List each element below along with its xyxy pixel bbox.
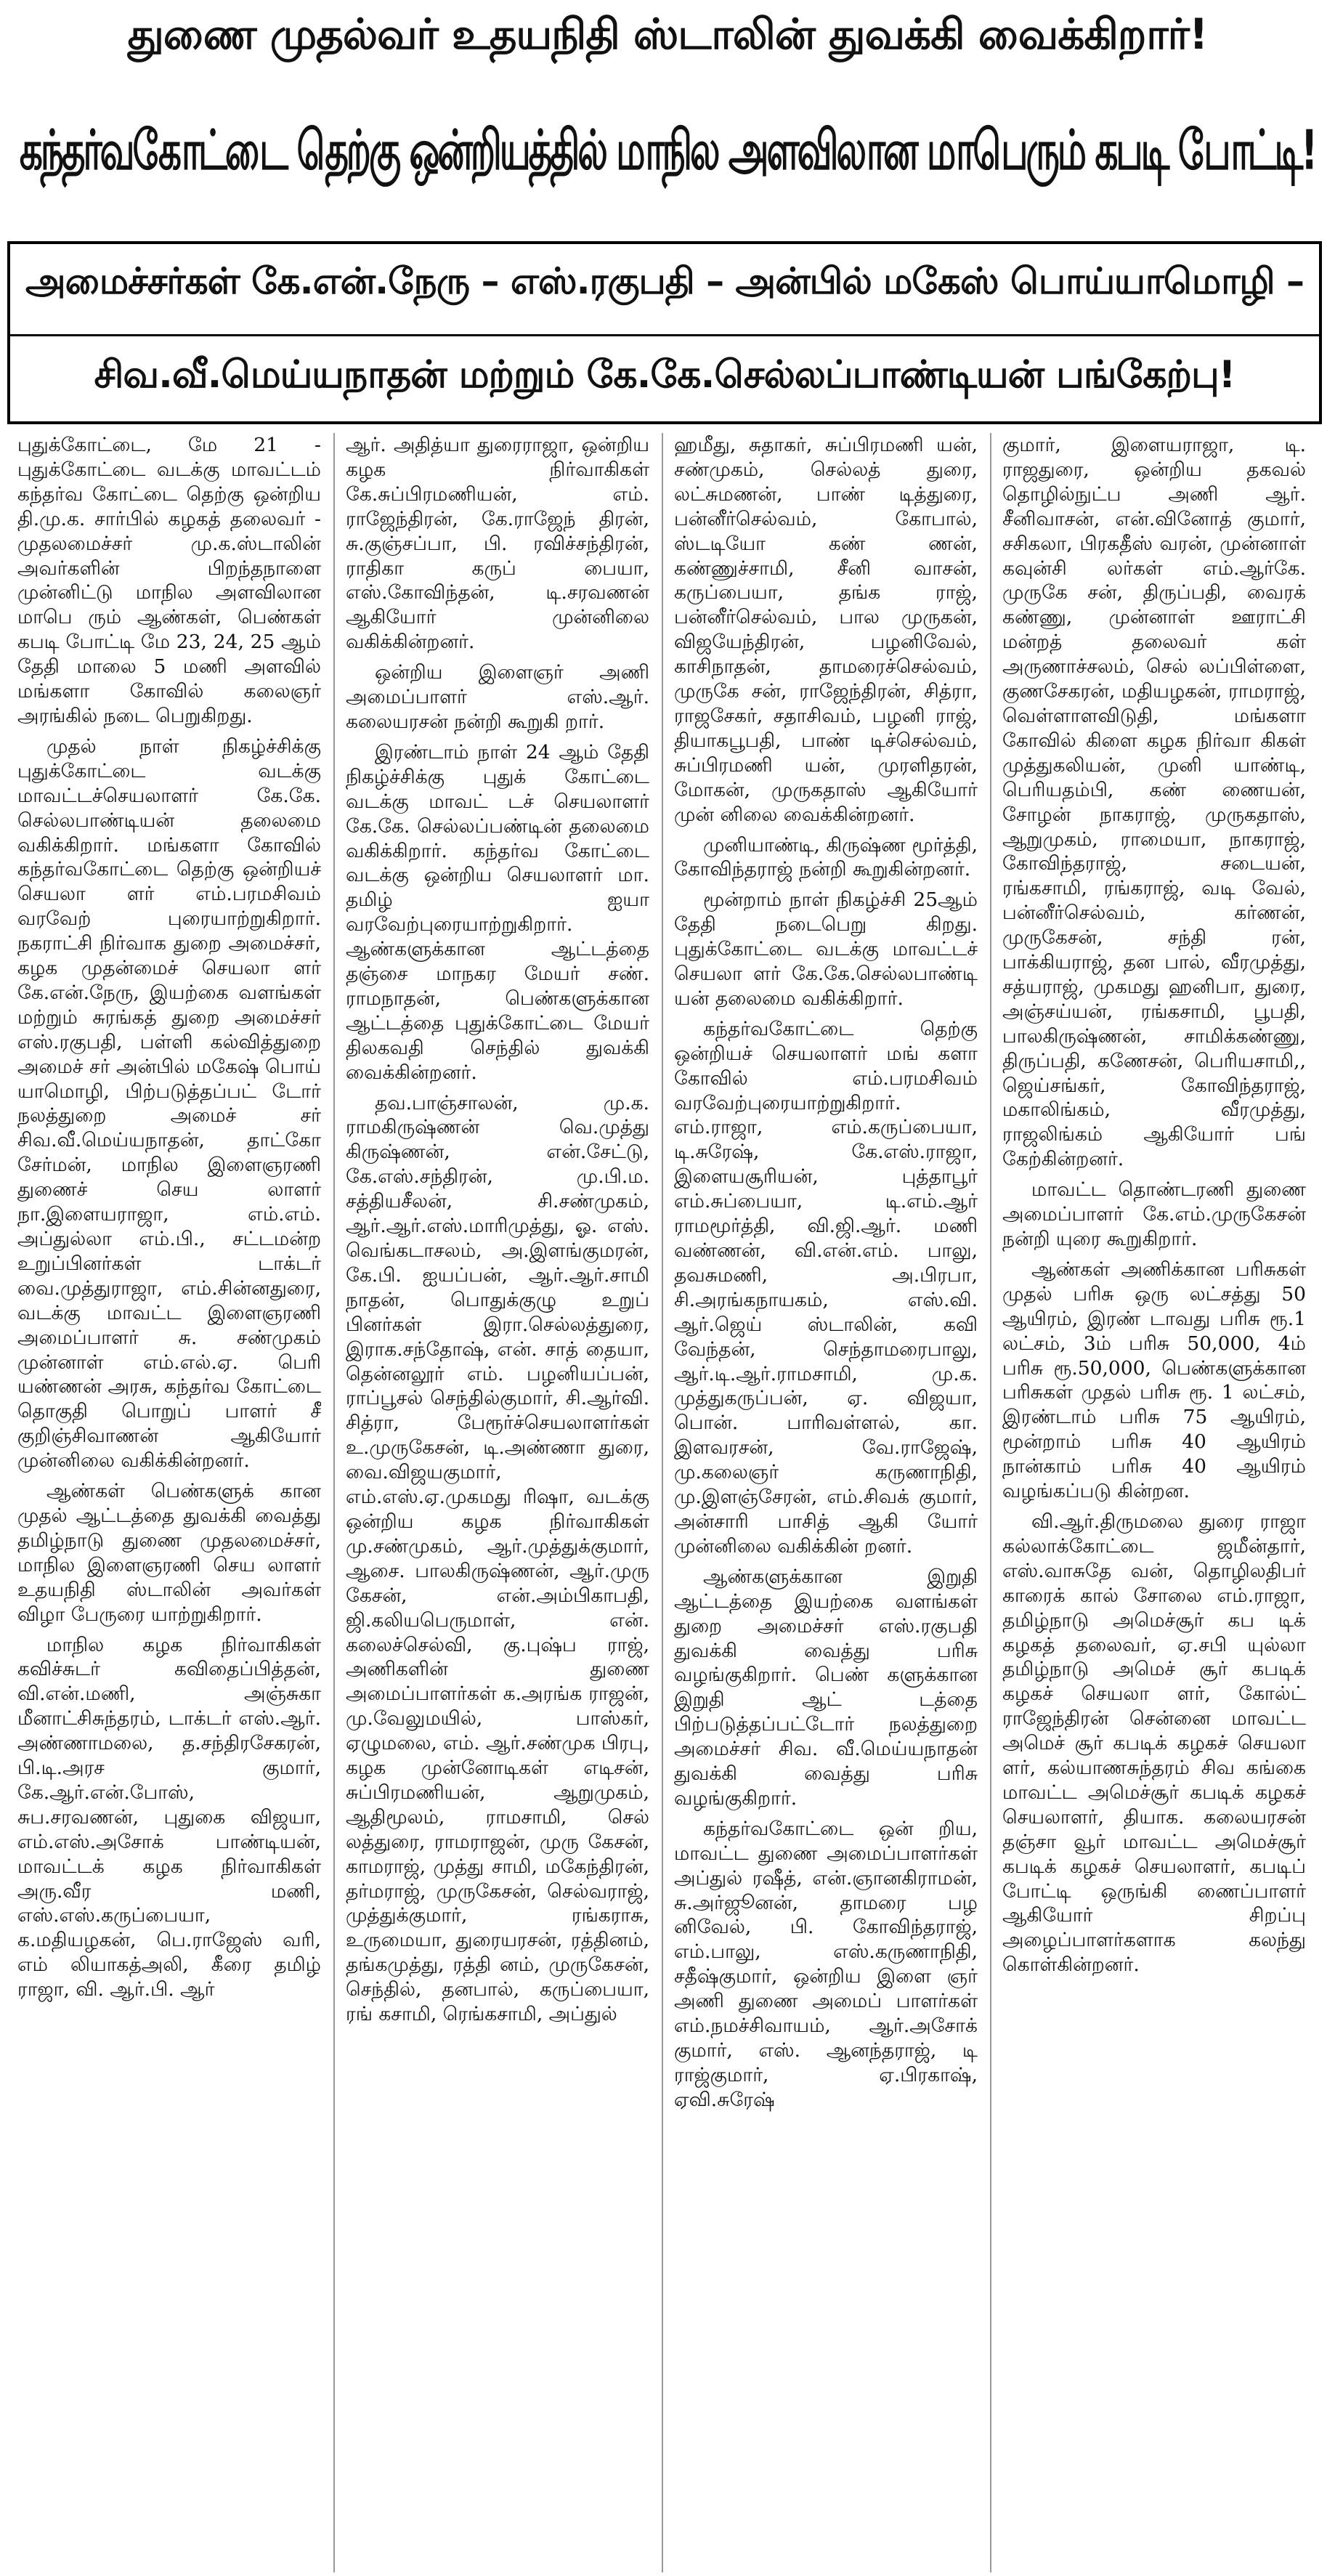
- paragraph: ஆர். அதித்யா துரைராஜா, ஒன்றிய கழக நிர்வாகிகள் கே.சுப்பிரமணியன், எம். ராஜேந்திரன், கே.ராஜேந் திரன், சு.குஞ்சப்பா, பி. ரவிச்சந்திரன், ராதிகா கருப் பையா, எஸ்.கோவிந்தன், டி.சரவணன் ஆகியோர் முன்னிலை வகிக்கின்றனர்.: [346, 434, 649, 654]
- article-column-3: [674, 433, 978, 2572]
- paragraph: மூன்றாம் நாள் நிகழ்ச்சி 25ஆம் தேதி நடைபெறு கிறது. புதுக்கோட்டை வடக்கு மாவட்டச் செயலா ளர் கே.கே.செல்லபாண்டி யன் தலைமை வகிக்கிறார்.: [674, 888, 978, 1010]
- subhead-line-2: சிவ.வீ.மெய்யநாதன் மற்றும் கே.கே.செல்லப்பாண்டியன் பங்கேற்பு!: [94, 353, 1235, 397]
- paragraph: தவ.பாஞ்சாலன், மு.க. ராமகிருஷ்ணன் வெ.முத்து கிருஷ்ணன், என்.சேட்டு, கே.எஸ்.சந்திரன், மு.பி.ம. சத்தியசீலன், சி.சண்முகம், ஆர்.ஆர்.எஸ்.மாரிமுத்து, ஓ. எஸ். வெங்கடாசலம், அ.இளங்குமரன், கே.பி. ஐயப்பன், ஆர்.ஆர்.சாமி நாதன், பொதுக்குழு உறுப் பினர்கள் இரா.செல்லத்துரை, இராக.சந்தோஷ், என். சாத் தையா, தென்னலூர் எம். பழனியப்பன், ராப்பூசல் செந்தில்குமார், சி.ஆர்வி. சித்ரா, பேரூர்ச்செயலாளர்கள் உ.முருகேசன், டி.அண்ணா துரை, வை.விஜயகுமார், எம்.எஸ்.ஏ.முகமது ரிஷா, வடக்கு ஒன்றிய கழக நிர்வாகிகள் மு.சண்முகம், ஆர்.முத்துக்குமார், ஆசை. பாலகிருஷ்ணன், ஆர்.முரு கேசன், என்.அம்பிகாபதி, ஜி.கலியபெருமாள், என். கலைச்செல்வி, கு.புஷ்ப ராஜ், அணிகளின் துணை அமைப்பாளர்கள் க.அரங்க ராஜன், மு.வேலுமயில், பாஸ்கர், ஏழுமலை, எம். ஆர்.சண்முக பிரபு, கழக முன்னோடிகள் எடிசன், சுப்பிரமணியன், ஆறுமுகம், ஆதிமூலம், ராமசாமி, செல் லத்துரை, ராமராஜன், முரு கேசன், காமராஜ், முத்து சாமி, மகேந்திரன், தர்மராஜ், முருகேசன், செல்வராஜ், முத்துக்குமார், ரங்கராசு, உருமையா, துரையரசன், ரத்தினம், தங்கமுத்து, ரத்தி னம், முருகேசன், செந்தில், தனபால், கருப்பையா, ரங் கசாமி, ரெங்கசாமி, அப்துல்: [346, 1091, 649, 2026]
- article-body: [17, 433, 1325, 2572]
- article-column-2: [346, 433, 649, 2572]
- paragraph: மாவட்ட தொண்டரணி துணை அமைப்பாளர் கே.எம்.முருகேசன் நன்றி யுரை கூறுகிறார்.: [1002, 1178, 1306, 1250]
- subhead-box: [7, 241, 1322, 424]
- paragraph: ஹமீது, சுதாகர், சுப்பிரமணி யன், சண்முகம், செல்லத் துரை, லட்சுமணன், பாண் டித்துரை, பன்னீர்செல்வம், கோபால், ஸ்டடியோ கண் ணன், கண்ணுச்சாமி, சீனி வாசன், கருப்பையா, தங்க ராஜ், பன்னீர்செல்வம், பால முருகன், விஜயேந்திரன், பழனிவேல், காசிநாதன், தாமரைச்செல்வம், முருகே சன், ராஜேந்திரன், சித்ரா, ராஜசேகர், சதாசிவம், பழனி ராஜ், தியாகபூபதி, பாண் டிச்செல்வம், சுப்பிரமணி யன், முரளிதரன், மோகன், முருகதாஸ் ஆகியோர் முன் னிலை வைக்கின்றனர்.: [674, 434, 978, 826]
- paragraph: வி.ஆர்.திருமலை துரை ராஜா கல்லாக்கோட்டை ஜமீன்தார், எஸ்.வாசுதே வன், தொழிலதிபர் காரைக் கால் சோலை எம்.ராஜா, தமிழ்நாடு அமெச்சூர் கப டிக் கழகத் தலைவர், ஏ.சபி யுல்லா தமிழ்நாடு அமெச் சூர் கபடிக் கழகச் செயலா ளர், கோல்ட் ராஜேந்திரன் சென்னை மாவட்ட அமெச் சூர் கபடிக் கழகச் செயலா ளர், கல்யாணசுந்தரம் சிவ கங்கை மாவட்ட அமெச்சூர் கபடிக் கழகச் செயலாளர், தியாக. கலையரசன் தஞ்சா வூர் மாவட்ட அமெச்சூர் கபடிக் கழகச் செயலாளர், கபடிப் போட்டி ஒருங்கி ணைப்பாளர் ஆகியோர் சிறப்பு அழைப்பாளர்களாக கலந்து கொள்கின்றனர்.: [1002, 1510, 1306, 1977]
- subhead-divider: [10, 334, 1319, 336]
- paragraph: முதல் நாள் நிகழ்ச்சிக்கு புதுக்கோட்டை வடக்கு மாவட்டச்செயலாளர் கே.கே. செல்லபாண்டியன் தலைமை வகிக்கிறார். மங்களா கோவில் கந்தர்வகோட்டை தெற்கு ஒன்றியச் செயலா ளர் எம்.பரமசிவம் வரவேற் புரையாற்றுகிறார். நகராட்சி நிர்வாக துறை அமைச்சர், கழக முதன்மைச் செயலா ளர் கே.என்.நேரு, இயற்கை வளங்கள் மற்றும் சுரங்கத் துறை அமைச்சர் எஸ்.ரகுபதி, பள்ளி கல்வித்துறை அமைச் சர் அன்பில் மகேஷ் பொய் யாமொழி, பிற்படுத்தப்பட் டோர் நலத்துறை அமைச் சர் சிவ.வீ.மெய்யநாதன், தாட்கோ சேர்மன், மாநில இளைஞரணி துணைச் செய லாளர் நா.இளையராஜா, எம்.எம். அப்துல்லா எம்.பி., சட்டமன்ற உறுப்பினர்கள் டாக்டர் வை.முத்துராஜா, எம்.சின்னதுரை, வடக்கு மாவட்ட இளைஞரணி அமைப்பாளர் சு. சண்முகம் முன்னாள் எம்.எல்.ஏ. பெரி யண்ணன் அரசு, கந்தர்வ கோட்டை தொகுதி பொறுப் பாளர் சீ குறிஞ்சிவாணன் ஆகியோர் முன்னிலை வகிக்கின்றனர்.: [17, 734, 321, 1473]
- article-column-1: [17, 433, 321, 2572]
- paragraph: ஆண்கள் அணிக்கான பரிசுகள் முதல் பரிசு ஒரு லட்சத்து 50 ஆயிரம், இரண் டாவது பரிசு ரூ.1 லட்சம், 3ம் பரிசு 50,000, 4ம் பரிசு ரூ.50,000, பெண்களுக்கான பரிசுகள் முதல் பரிசு ரூ. 1 லட்சம், இரண்டாம் பரிசு 75 ஆயிரம், மூன்றாம் பரிசு 40 ஆயிரம் நான்காம் பரிசு 40 ஆயிரம் வழங்கப்படு கின்றன.: [1002, 1257, 1306, 1503]
- column-divider: [990, 433, 991, 2572]
- subhead-line-1: அமைச்சர்கள் கே.என்.நேரு – எஸ்.ரகுபதி – அன்பில் மகேஸ் பொய்யாமொழி –: [25, 260, 1304, 302]
- column-divider: [662, 433, 663, 2572]
- headline-top: துணை முதல்வர் உதயநிதி ஸ்டாலின் துவக்கி வைக்கிறார்!: [127, 9, 1208, 59]
- article-column-4: [1002, 433, 1306, 2572]
- paragraph: ஆண்கள் பெண்களுக் கான முதல் ஆட்டத்தை துவக்கி வைத்து தமிழ்நாடு துணை முதலமைச்சர், மாநில இளைஞரணி செய லாளர் உதயநிதி ஸ்டாலின் அவர்கள் விழா பேருரை யாற்றுகிறார்.: [17, 1480, 321, 1626]
- paragraph: கந்தர்வகோட்டை தெற்கு ஒன்றியச் செயலாளர் மங் களா கோவில் எம்.பரமசிவம் வரவேற்புரையாற்றுகிறார். எம்.ராஜா, எம்.கருப்பையா, டி.சுரேஷ், கே.எஸ்.ராஜா, இளையசூரியன், புத்தாபூர் எம்.சுப்பையா, டி.எம்.ஆர் ராமமூர்த்தி, வி.ஜி.ஆர். மணி வண்ணன், வி.என்.எம். பாலு, தவசுமணி, அ.பிரபா, சி.அரங்கநாயகம், எஸ்.வி. ஆர்.ஜெய் ஸ்டாலின், கவி வேந்தன், செந்தாமரைபாலு, ஆர்.டி.ஆர்.ராமசாமி, மு.க. முத்துகருப்பன், ஏ. விஜயா, பொன். பாரிவள்ளல், கா. இளவரசன், வே.ராஜேஷ், மு.கலைஞர் கருணாநிதி, மு.இளஞ்சேரன், எம்.சிவக் குமார், அன்சாரி பாசித் ஆகி யோர் முன்னிலை வகிக்கின் றனர்.: [674, 1017, 978, 1558]
- paragraph: மாநில கழக நிர்வாகிகள் கவிச்சுடர் கவிதைப்பித்தன், வி.என்.மணி, அஞ்சுகா மீனாட்சிசுந்தரம், டாக்டர் எஸ்.ஆர். அண்ணாமலை, த.சந்திரசேகரன், பி.டி.அரச குமார், கே.ஆர்.என்.போஸ், சுப.சரவணன், புதுகை விஜயா, எம்.எஸ்.அசோக் பாண்டியன், மாவட்டக் கழக நிர்வாகிகள் அரு.வீர மணி, எஸ்.எஸ்.கருப்பையா, க.மதியழகன், பெ.ராஜேஸ் வரி, எம் லியாகத்அலி, கீரை தமிழ் ராஜா, வி. ஆர்.பி. ஆர்: [17, 1633, 321, 2001]
- paragraph: முனியாண்டி, கிருஷ்ண மூர்த்தி, கோவிந்தராஜ் நன்றி கூறுகின்றனர்.: [674, 833, 978, 881]
- paragraph: குமார், இளையராஜா, டி. ராஜதுரை, ஒன்றிய தகவல் தொழில்நுட்ப அணி ஆர். சீனிவாசன், என்.வினோத் குமார், சசிகலா, பிரகதீஸ் வரன், முன்னாள் கவுன்சி லர்கள் எம்.ஆர்கே. முருகே சன், திருப்பதி, வைரக் கண்ணு, முன்னாள் ஊராட்சி மன்றத் தலைவர் கள் அருணாச்சலம், செல் லப்பிள்ளை, குணசேகரன், மதியழகன், ராமராஜ், வெள்ளாளவிடுதி, மங்களா கோவில் கிளை கழக நிர்வா கிகள் முத்துகலியன், முனி யாண்டி, பெரியதம்பி, கண் ணையன், சோழன் நாகராஜ், முருகதாஸ், ஆறுமுகம், ராமையா, நாகராஜ், கோவிந்தராஜ், சடையன், ரங்கசாமி, ரங்கராஜ், வடி வேல், பன்னீர்செல்வம், கர்ணன், முருகேசன், சந்தி ரன், பாக்கியராஜ், தன பால், வீரமுத்து, சத்யராஜ், முகமது ஹனிபா, துரை, அஞ்சய்யன், ரங்கசாமி, பூபதி, பாலகிருஷ்ணன், சாமிக்கண்ணு, திருப்பதி, கணேசன், பெரியசாமி,, ஜெய்சங்கர், கோவிந்தராஜ், மகாலிங்கம், வீரமுத்து, ராஜலிங்கம் ஆகியோர் பங் கேற்கின்றனர்.: [1002, 434, 1306, 1171]
- paragraph: கந்தர்வகோட்டை ஒன் றிய, மாவட்ட துணை அமைப்பாளர்கள் அப்துல் ரஷீத், என்.ஞானகிராமன், சு.அர்ஜூனன், தாமரை பழ னிவேல், பி. கோவிந்தராஜ், எம்.பாலு, எஸ்.கருணாநிதி, சதீஷ்குமார், ஒன்றிய இளை ஞர் அணி துணை அமைப் பாளர்கள் எம்.நமச்சிவாயம், ஆர்.அசோக் குமார், எஸ். ஆனந்தராஜ், டி ராஜ்குமார், ஏ.பிரகாஷ், ஏவி.சுரேஷ்: [674, 1817, 978, 2111]
- paragraph: இரண்டாம் நாள் 24 ஆம் தேதி நிகழ்ச்சிக்கு புதுக் கோட்டை வடக்கு மாவட் டச் செயலாளர் கே.கே. செல்லப்பண்டின் தலைமை வகிக்கிறார். கந்தர்வ கோட்டை வடக்கு ஒன்றிய செயலாளர் மா. தமிழ் ஐயா வரவேற்புரையாற்றுகிறார். ஆண்களுக்கான ஆட்டத்தை தஞ்சை மாநகர மேயர் சண். ராமநாதன், பெண்களுக்கான ஆட்டத்தை புதுக்கோட்டை மேயர் திலகவதி செந்தில் துவக்கி வைக்கின்றனர்.: [346, 740, 649, 1084]
- headline-main: கந்தர்வகோட்டை தெற்கு ஒன்றியத்தில் மாநில அளவிலான மாபெரும் கபடி போட்டி!: [19, 118, 1316, 182]
- paragraph: ஆண்களுக்கான இறுதி ஆட்டத்தை இயற்கை வளங்கள் துறை அமைச்சர் எஸ்.ரகுபதி துவக்கி வைத்து பரிசு வழங்குகிறார். பெண் களுக்கான இறுதி ஆட் டத்தை பிற்படுத்தப்பட்டோர் நலத்துறை அமைச்சர் சிவ. வீ.மெய்யநாதன் துவக்கி வைத்து பரிசு வழங்குகிறார்.: [674, 1565, 978, 1810]
- paragraph: ஒன்றிய இளைஞர் அணி அமைப்பாளர் எஸ்.ஆர். கலையரசன் நன்றி கூறுகி றார்.: [346, 661, 649, 733]
- paragraph: புதுக்கோட்டை, மே 21 - புதுக்கோட்டை வடக்கு மாவட்டம் கந்தர்வ கோட்டை தெற்கு ஒன்றிய தி.மு.க. சார்பில் கழகத் தலைவர் - முதலமைச்சர் மு.க.ஸ்டாலின் அவர்களின் பிறந்தநாளை முன்னிட்டு மாநில அளவிலான மாபெ ரும் ஆண்கள், பெண்கள் கபடி போட்டி மே 23, 24, 25 ஆம் தேதி மாலை 5 மணி அளவில் மங்களா கோவில் கலைஞர் அரங்கில் நடை பெறுகிறது.: [17, 434, 321, 727]
- column-divider: [333, 433, 335, 2572]
